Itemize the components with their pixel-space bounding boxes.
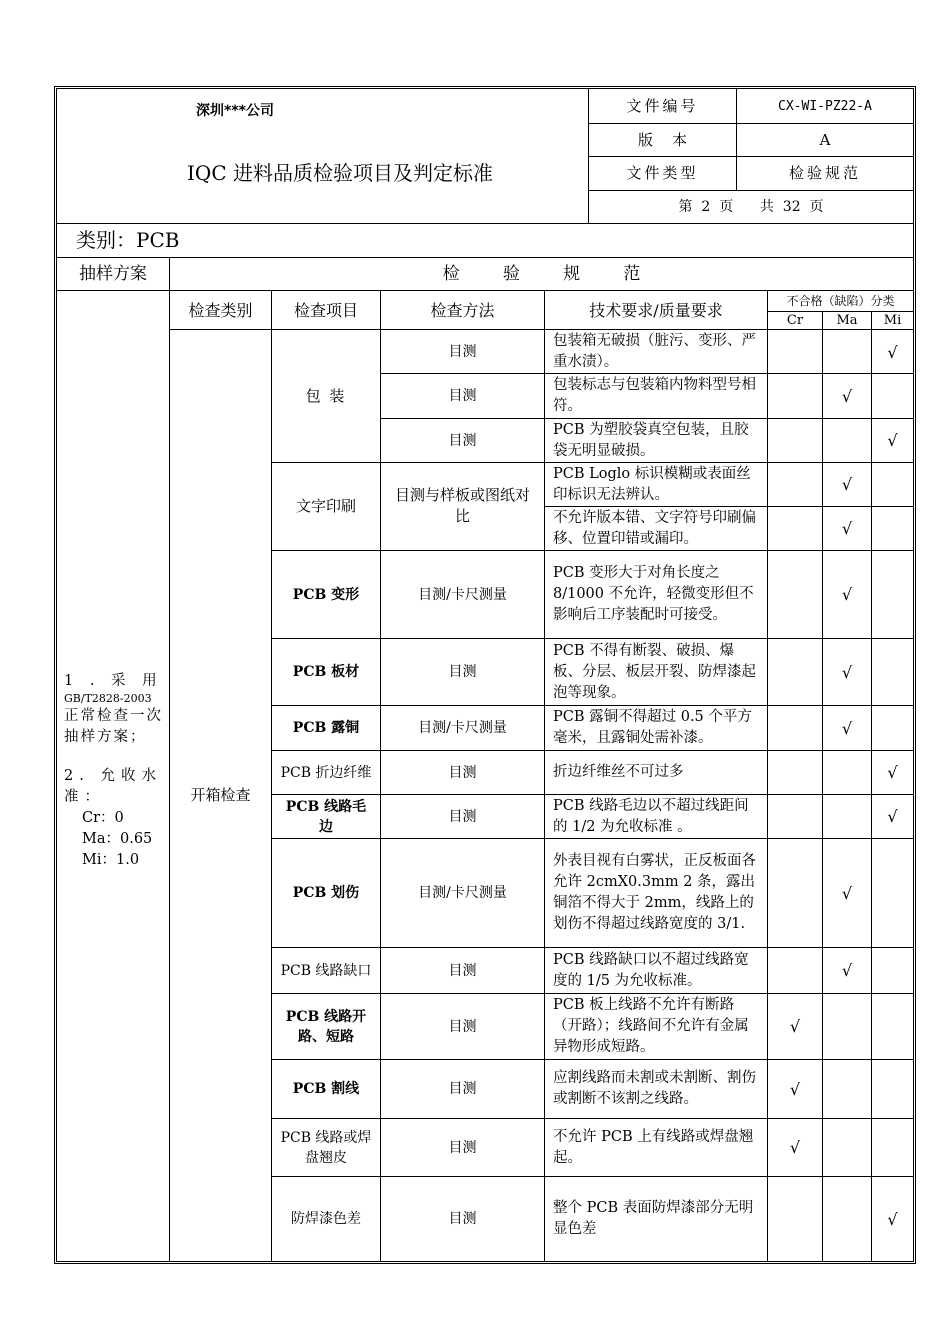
inspection-item: PCB 线路缺口 (280, 962, 372, 979)
group-printing: 文字印刷 (295, 496, 356, 515)
requirement-text: 不允许 PCB 上有线路或焊盘翘起。 (553, 1128, 754, 1166)
group-packaging: 包 装 (305, 386, 347, 405)
inspection-method: 目测 (448, 962, 477, 979)
inspection-item: PCB 板材 (292, 664, 360, 680)
ma-check: √ (841, 585, 853, 604)
requirement-text: 不允许版本错、文字符号印刷偏移、位置印错或漏印。 (553, 509, 756, 547)
cr-check: √ (789, 1138, 801, 1157)
requirement-text: PCB 不得有断裂、破损、爆板、分层、板层开裂、防焊漆起泡等现象。 (553, 642, 756, 701)
ma-check (823, 1177, 871, 1261)
cr-check (768, 839, 822, 947)
inspection-item: PCB 割线 (292, 1081, 360, 1097)
requirement-text: PCB 变形大于对角长度之8/1000 不允许，轻微变形但不影响后工序装配时可接受。 (553, 565, 754, 623)
mi-check (872, 507, 913, 550)
mi-check (872, 463, 913, 506)
cr-check: √ (789, 1079, 801, 1099)
ma-check: √ (841, 883, 853, 903)
requirement-text: PCB 线路缺口以不超过线路宽度的 1/5 为允收标准。 (553, 951, 749, 989)
mi-check (872, 994, 913, 1059)
ma-check: √ (841, 961, 853, 980)
inspection-method: 目测 (448, 1211, 477, 1227)
requirement-text: 包装箱无破损（脏污、变形、严重水渍）。 (553, 333, 756, 370)
doc-number-value: CX-WI-PZ22-A (778, 99, 872, 114)
inspection-method: 目测 (448, 808, 477, 825)
ma-check (823, 1119, 871, 1176)
sampling-plan-text (64, 671, 166, 871)
cr-check (768, 1177, 822, 1261)
requirement-text: PCB 露铜不得超过 0.5 个平方毫米，且露铜处需补漆。 (553, 709, 752, 746)
cr-check (768, 706, 822, 750)
doc-number-label: 文件编号 (626, 97, 699, 115)
requirement-text: 应割线路而未割或未割断、割伤或割断不该割之线路。 (553, 1070, 756, 1107)
ma-check: √ (841, 386, 853, 406)
company-name: 深圳***公司 (196, 102, 274, 119)
mi-check: √ (887, 763, 898, 782)
doc-type-value: 检验规范 (788, 164, 861, 182)
ma-check (823, 1060, 871, 1118)
cr-check (768, 551, 822, 638)
ma-check: √ (841, 475, 853, 494)
inspection-item: PCB 线路毛边 (285, 798, 367, 835)
cr-check (768, 507, 822, 550)
requirement-text: PCB 为塑胶袋真空包装，且胶袋无明显破损。 (553, 421, 749, 459)
ma-check (823, 419, 871, 462)
ma-check (823, 795, 871, 838)
requirement-text: 折边纤维丝不可过多 (553, 764, 684, 780)
plan-line-1: 1 . 采 用 (64, 673, 163, 689)
plan-line-4: 2. 允收水准： (64, 768, 162, 805)
inspection-method: 目测 (448, 1018, 477, 1035)
col-defect-class: 不合格（缺陷）分类 (786, 293, 895, 308)
inspection-item: 防焊漆色差 (291, 1211, 361, 1227)
ma-check: √ (841, 662, 853, 682)
ma-check (823, 751, 871, 794)
page-info: 第 2 页 共 32 页 (678, 198, 824, 215)
col-inspection-item: 检查项目 (293, 300, 358, 320)
plan-cr: Cr：0 (82, 810, 124, 826)
version-label: 版 本 (637, 130, 688, 149)
ma-check (823, 331, 871, 373)
cr-check (768, 948, 822, 993)
ma-check: √ (841, 519, 853, 538)
inspection-method: 目测 (448, 432, 477, 449)
cr-check: √ (789, 1017, 801, 1036)
mi-check (872, 639, 913, 705)
inspection-method: 目测/卡尺测量 (418, 586, 507, 603)
cr-check (768, 419, 822, 462)
plan-ma: Ma：0.65 (82, 831, 153, 847)
plan-standard: GB/T2828-2003 (64, 692, 152, 705)
doc-type-label: 文件类型 (626, 164, 699, 182)
mi-check (872, 948, 913, 993)
mi-check: √ (887, 807, 898, 826)
inspection-method: 目测 (448, 388, 477, 404)
inspection-item: PCB 露铜 (292, 720, 360, 736)
group-printing-method: 目测与样板或图纸对比 (394, 486, 530, 525)
inspection-item: PCB 划伤 (292, 885, 360, 901)
plan-mi: Mi：1.0 (82, 852, 140, 868)
version-value: A (819, 130, 831, 149)
sampling-plan-label: 抽样方案 (79, 263, 147, 284)
col-mi: Mi (883, 313, 902, 328)
mi-check (872, 374, 913, 418)
plan-line-3: 正常检查一次抽样方案； (64, 708, 163, 745)
category-label: 类别：PCB (76, 228, 180, 252)
inspection-method: 目测/卡尺测量 (418, 720, 507, 736)
mi-check: √ (887, 1209, 898, 1229)
col-ma: Ma (836, 313, 858, 328)
mi-check (872, 839, 913, 947)
inspection-method: 目测 (448, 1081, 477, 1097)
inspection-spec-label: 检 验 规 范 (442, 263, 641, 284)
inspection-method: 目测 (448, 1139, 477, 1156)
inspection-item: PCB 变形 (292, 586, 360, 603)
mi-check (872, 1060, 913, 1118)
cr-check (768, 374, 822, 418)
cr-check (768, 795, 822, 838)
col-inspection-type: 检查类别 (188, 300, 253, 320)
mi-check (872, 1119, 913, 1176)
cr-check (768, 751, 822, 794)
col-cr: Cr (786, 313, 804, 328)
requirement-text: PCB Loglo 标识模糊或表面丝印标识无法辨认。 (553, 465, 751, 503)
inspection-type: 开箱检查 (190, 785, 251, 804)
ma-check (823, 994, 871, 1059)
requirement-text: 外表目视有白雾状，正反板面各允许 2cmX0.3mm 2 条，露出铜箔不得大于 2mm，线路上的划伤不得超过线路宽度的 3/1. (553, 853, 756, 932)
inspection-item: PCB 折边纤维 (280, 764, 372, 781)
mi-check: √ (887, 342, 898, 362)
inspection-method: 目测 (448, 344, 477, 360)
mi-check (872, 706, 913, 750)
mi-check: √ (887, 431, 898, 450)
requirement-text: 包装标志与包装箱内物料型号相符。 (553, 377, 756, 414)
requirement-text: PCB 板上线路不允许有断路（开路）；线路间不允许有金属异物形成短路。 (553, 997, 749, 1055)
inspection-item: PCB 线路开路、短路 (285, 1008, 367, 1045)
ma-check: √ (841, 718, 853, 738)
inspection-method: 目测 (448, 664, 477, 680)
cr-check (768, 331, 822, 373)
mi-check (872, 551, 913, 638)
cr-check (768, 463, 822, 506)
requirement-text: PCB 线路毛边以不超过线距间的 1/2 为允收标准 。 (553, 797, 749, 835)
col-requirement: 技术要求/质量要求 (589, 300, 723, 320)
inspection-method: 目测/卡尺测量 (418, 885, 507, 901)
inspection-item: PCB 线路或焊盘翘皮 (280, 1129, 372, 1166)
cr-check (768, 639, 822, 705)
document-title: IQC 进料品质检验项目及判定标准 (187, 160, 493, 185)
col-inspection-method: 检查方法 (430, 300, 495, 320)
requirement-text: 整个 PCB 表面防焊漆部分无明显色差 (553, 1200, 754, 1237)
inspection-method: 目测 (448, 764, 477, 781)
